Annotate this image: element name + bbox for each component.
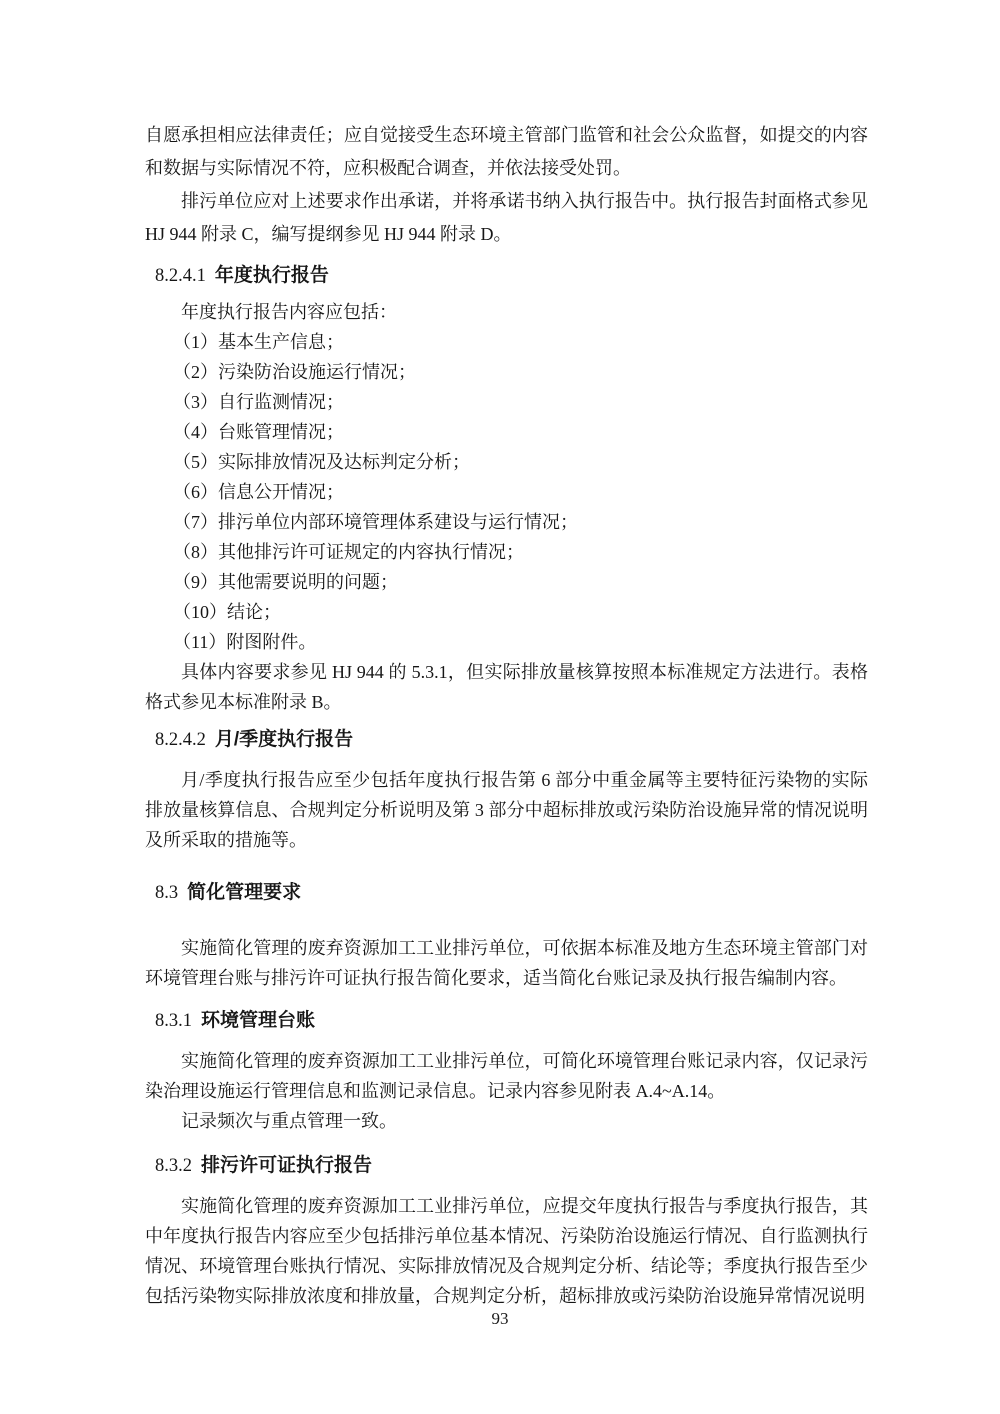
section-heading-permit-execution-report bbox=[145, 1151, 868, 1181]
section-title: 排污许可证执行报告 bbox=[201, 1155, 373, 1176]
paragraph-record-frequency: 记录频次与重点管理一致。 bbox=[181, 1111, 397, 1131]
page-number: 93 bbox=[491, 1309, 509, 1328]
list-item-11: （11）附图附件。 bbox=[173, 632, 317, 652]
list-item-3: （3）自行监测情况； bbox=[173, 392, 344, 412]
list-item-6: （6）信息公开情况； bbox=[173, 482, 344, 502]
section-number: 8.2.4.1 bbox=[155, 266, 206, 286]
section-heading-simplified-management bbox=[145, 878, 868, 908]
list-item-9: （9）其他需要说明的问题； bbox=[173, 572, 398, 592]
section-number: 8.2.4.2 bbox=[155, 730, 206, 750]
paragraph-monthly-quarterly-content: 月/季度执行报告应至少包括年度执行报告第 6 部分中重金属等主要特征污染物的实际排放量核算信息、合规判定分析说明及第 3 部分中超标排放或污染防治设施异常的情况说明及所采取的措施等。 bbox=[145, 770, 868, 850]
list-item-2: （2）污染防治设施运行情况； bbox=[173, 362, 416, 382]
paragraph-commitment-statement: 排污单位应对上述要求作出承诺，并将承诺书纳入执行报告中。执行报告封面格式参见 HJ 944 附录 C，编写提纲参见 HJ 944 附录 D。 bbox=[145, 191, 868, 244]
paragraph-annual-report-lead: 年度执行报告内容应包括： bbox=[181, 302, 397, 322]
section-heading-annual-report bbox=[145, 261, 868, 291]
section-heading-monthly-quarterly-report bbox=[145, 725, 868, 755]
section-number: 8.3.2 bbox=[155, 1156, 192, 1176]
paragraph-permit-report-simplified-content: 实施简化管理的废弃资源加工工业排污单位，应提交年度执行报告与季度执行报告，其中年度执行报告内容应至少包括排污单位基本情况、污染防治设施运行情况、自行监测执行情况、环境管理台账执行情况、实际排放情况及合规判定分析、结论等；季度执行报告至少包括污染物实际排放浓度和排放量，合规判定分析，超标排放或污染防治设施异常情况说明 bbox=[145, 1196, 868, 1306]
section-number: 8.3.1 bbox=[155, 1011, 192, 1031]
list-item-8: （8）其他排污许可证规定的内容执行情况； bbox=[173, 542, 524, 562]
document-body bbox=[145, 119, 868, 1311]
paragraph-ledger-simplified-content: 实施简化管理的废弃资源加工工业排污单位，可简化环境管理台账记录内容，仅记录污染治理设施运行管理信息和监测记录信息。记录内容参见附表 A.4~A.14。 bbox=[145, 1051, 868, 1101]
section-number: 8.3 bbox=[155, 883, 179, 903]
paragraph-annual-report-note: 具体内容要求参见 HJ 944 的 5.3.1，但实际排放量核算按照本标准规定方法进行。表格格式参见本标准附录 B。 bbox=[145, 662, 868, 712]
list-item-5: （5）实际排放情况及达标判定分析； bbox=[173, 452, 470, 472]
list-item-7: （7）排污单位内部环境管理体系建设与运行情况； bbox=[173, 512, 578, 532]
section-heading-environmental-ledger bbox=[145, 1006, 868, 1036]
paragraph-simplified-management-content: 实施简化管理的废弃资源加工工业排污单位，可依据本标准及地方生态环境主管部门对环境管理台账与排污许可证执行报告简化要求，适当简化台账记录及执行报告编制内容。 bbox=[145, 938, 868, 988]
paragraph-legal-responsibility-continuation: 自愿承担相应法律责任；应自觉接受生态环境主管部门监管和社会公众监督，如提交的内容和数据与实际情况不符，应积极配合调查，并依法接受处罚。 bbox=[145, 125, 868, 178]
list-item-4: （4）台账管理情况； bbox=[173, 422, 344, 442]
section-title: 环境管理台账 bbox=[201, 1010, 316, 1031]
section-title: 简化管理要求 bbox=[187, 882, 302, 903]
list-item-1: （1）基本生产信息； bbox=[173, 332, 344, 352]
section-title: 年度执行报告 bbox=[214, 265, 329, 286]
list-item-10: （10）结论； bbox=[173, 602, 281, 622]
section-title: 月/季度执行报告 bbox=[214, 729, 354, 750]
